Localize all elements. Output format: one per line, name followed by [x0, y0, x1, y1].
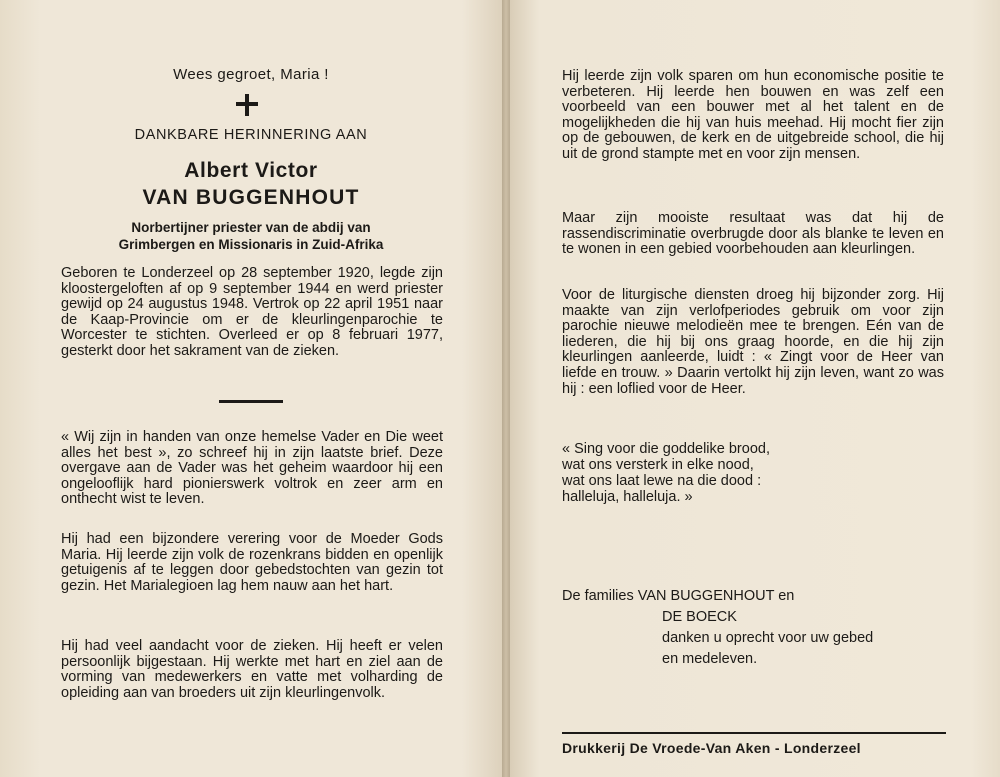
memorial-heading: DANKBARE HERINNERING AAN	[134, 127, 368, 143]
text-paragraph: Hij had veel aandacht voor de zieken. Hij heeft er velen persoonlijk bijgestaan. Hij werkte met hart en ziel aan de vorming van medewerkers en vatte met volharding de opleiding aan van broeders uit zijn kleurlingenvolk.	[61, 638, 443, 701]
families-second: DE BOECK	[662, 609, 737, 625]
text-paragraph: « Wij zijn in handen van onze hemelse Vader en Die weet alles het best », zo schreef hij in zijn laatste brief. Deze overgave aan de Vader was het geheim waardoor hij een ongelooflijk hard pionierswerk voltrok en zeer arm en onthecht wist te leven.	[61, 429, 443, 508]
text-paragraph: Maar zijn mooiste resultaat was dat hij de rassendiscriminatie overbrugde door als blanke te leven en te wonen in een gebied voorbehouden aan kleurlingen.	[562, 210, 944, 258]
role-line: Grimbergen en Missionaris in Zuid-Afrika	[118, 237, 384, 252]
verse-line: wat ons laat lewe na die dood :	[562, 473, 762, 489]
greeting: Wees gegroet, Maria !	[173, 66, 329, 83]
text-paragraph: Voor de liturgische diensten droeg hij bijzonder zorg. Hij maakte van zijn verlofperiodes gebruik om voor zijn parochie nieuwe melodieën mee te brengen. Eén van de liederen, die hij bij ons graag hoorde, en die hij zijn kleurlingen aanleerde, luidt : « Zingt voor de Heer van liefde en trouw. » Daarin vertolkt hij zijn leven, want zo was hij : een loflied voor de Heer.	[562, 287, 944, 397]
deceased-first-name: Albert Victor	[184, 159, 318, 182]
cross-icon	[236, 94, 258, 116]
text-paragraph: Hij had een bijzondere verering voor de Moeder Gods Maria. Hij leerde zijn volk de rozenkrans bidden en openlijk getuigenis af te leggen door gebedstochten van gezin tot gezin. Het Marialegioen lag hem nauw aan het hart.	[61, 531, 443, 594]
thanks-line: en medeleven.	[662, 651, 758, 667]
verse-line: wat ons versterk in elke nood,	[562, 457, 754, 473]
deceased-last-name: VAN BUGGENHOUT	[142, 186, 360, 209]
thanks-line: danken u oprecht voor uw gebed	[662, 630, 874, 646]
verse-line: « Sing voor die goddelike brood,	[562, 441, 770, 457]
right-page	[510, 0, 1000, 777]
verse-line: halleluja, halleluja. »	[562, 489, 693, 505]
families-intro: De families VAN BUGGENHOUT en	[562, 588, 795, 604]
biography-paragraph: Geboren te Londerzeel op 28 september 1920, legde zijn kloostergeloften af op 9 september 1944 en werd priester gewijd op 24 augustus 1948. Vertrok op 22 april 1951 naar de Kaap-Provincie om er de kleurlingenparochie te Worcester te stichten. Overleed er op 8 februari 1977, gesterkt door het sakrament van de zieken.	[61, 265, 443, 359]
role-line: Norbertijner priester van de abdij van	[131, 220, 371, 235]
divider	[219, 400, 283, 403]
hymn-verse	[562, 441, 770, 505]
printer-imprint: Drukkerij De Vroede-Van Aken - Londerzeel	[562, 740, 861, 756]
card-fold	[502, 0, 510, 777]
footer-divider	[562, 732, 946, 734]
text-paragraph: Hij leerde zijn volk sparen om hun economische positie te verbeteren. Hij leerde hen bouwen en was zelf een voorbeeld van een bouwer met al het talent en de mogelijkheden die hij van huis meehad. Hij mocht fier zijn op de gebouwen, de kerk en de uitgebreide school, die hij uit de grond stampte met en voor zijn mensen.	[562, 68, 944, 162]
role-description	[60, 219, 442, 253]
